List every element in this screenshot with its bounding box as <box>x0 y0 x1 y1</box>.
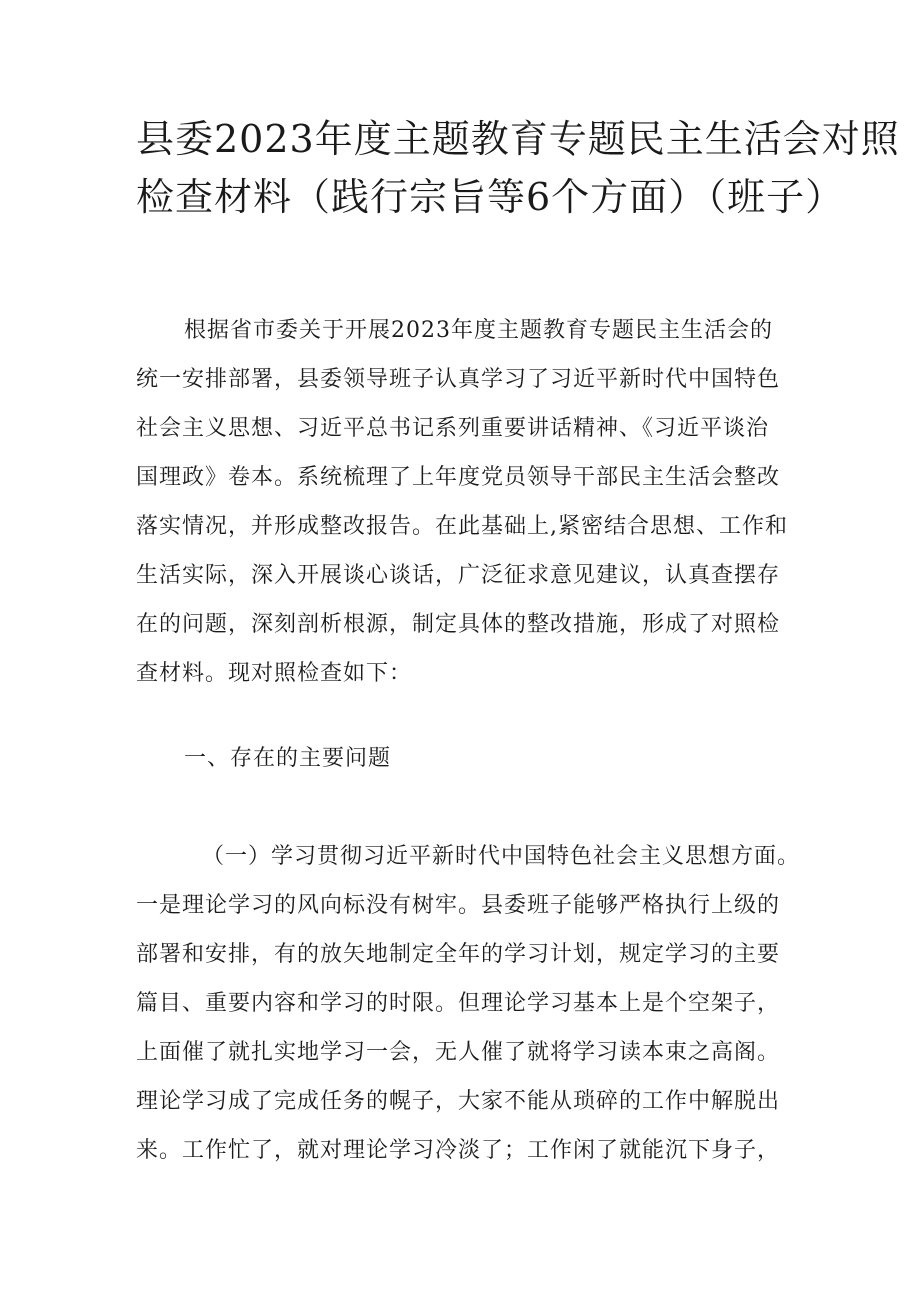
section-heading <box>136 734 796 783</box>
title-line: 检查材料（践行宗旨等6个方面）（班子） <box>136 175 845 219</box>
paragraph-line: 国理政》卷本。系统梳理了上年度党员领导干部民主生活会整改 <box>136 465 781 490</box>
intro-paragraph <box>136 306 796 698</box>
paragraph-line: 生活实际，深入开展谈心谈话，广泛征求意见建议，认真查摆存 <box>136 563 781 588</box>
paragraph-line: 上面催了就扎实地学习一会，无人催了就将学习读本束之高阁。 <box>136 1040 781 1065</box>
document-title <box>136 110 900 226</box>
paragraph-line: 理论学习成了完成任务的幌子，大家不能从琐碎的工作中解脱出 <box>136 1089 781 1114</box>
paragraph-line: 统一安排部署，县委领导班子认真学习了习近平新时代中国特色 <box>136 367 781 392</box>
paragraph-line: 查材料。现对照检查如下： <box>136 661 413 686</box>
title-line: 县委2023年度主题教育专题民主生活会对照 <box>136 117 900 161</box>
paragraph-line: 在的问题，深刻剖析根源，制定具体的整改措施，形成了对照检 <box>136 612 781 637</box>
paragraph-line: 来。工作忙了，就对理论学习冷淡了；工作闲了就能沉下身子， <box>136 1138 781 1163</box>
paragraph-line: 篇目、重要内容和学习的时限。但理论学习基本上是个空架子， <box>136 991 781 1016</box>
paragraph-line: （一）学习贯彻习近平新时代中国特色社会主义思想方面。 <box>202 844 801 869</box>
paragraph-line: 社会主义思想、习近平总书记系列重要讲话精神、《习近平谈治 <box>136 416 770 441</box>
section-heading-text: 一、存在的主要问题 <box>184 746 392 771</box>
paragraph-line: 落实情况，并形成整改报告。在此基础上,紧密结合思想、工作和 <box>136 514 788 539</box>
paragraph-line: 根据省市委关于开展2023年度主题教育专题民主生活会的 <box>184 318 773 343</box>
paragraph-line: 一是理论学习的风向标没有树牢。县委班子能够严格执行上级的 <box>136 893 781 918</box>
paragraph-line: 部署和安排，有的放矢地制定全年的学习计划，规定学习的主要 <box>136 942 781 967</box>
section-paragraph <box>136 832 801 1175</box>
